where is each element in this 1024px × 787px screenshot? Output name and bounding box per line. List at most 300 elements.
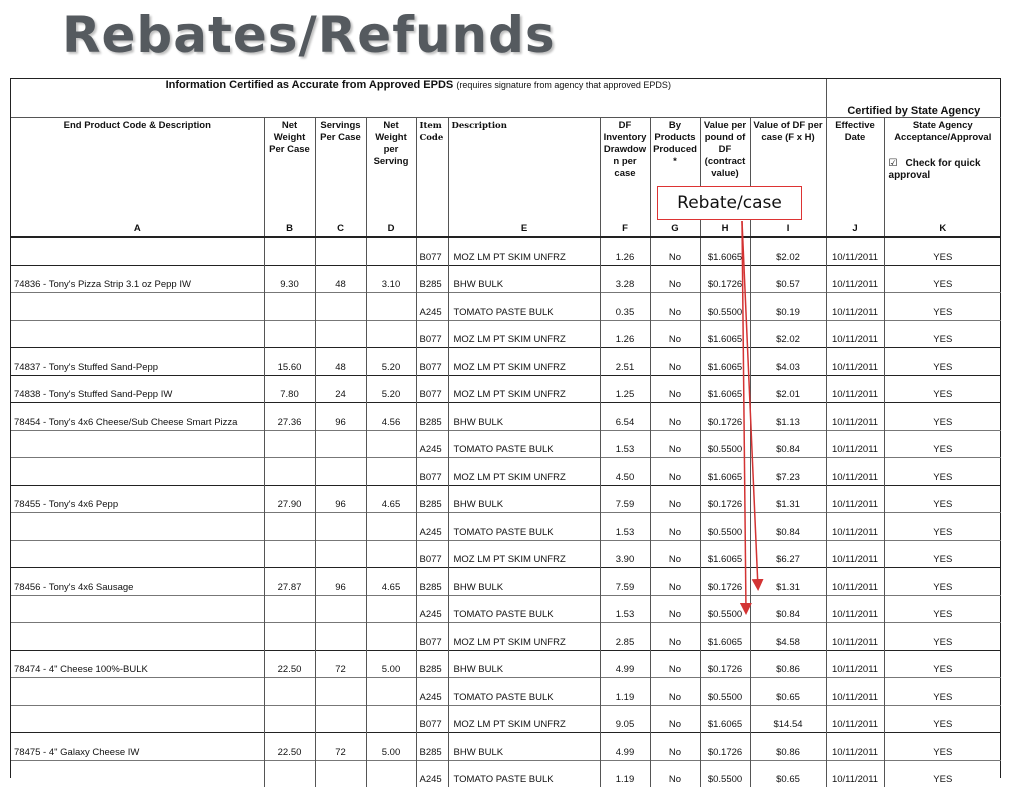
net-weight-case-cell: 27.90 xyxy=(264,485,315,513)
value-per-case-cell: $6.27 xyxy=(750,540,826,568)
item-description-cell: TOMATO PASTE BULK xyxy=(448,513,600,541)
by-products-cell: No xyxy=(650,705,700,733)
servings-case-cell xyxy=(315,540,366,568)
product-cell: 74837 - Tony's Stuffed Sand-Pepp xyxy=(11,348,264,376)
table-row xyxy=(11,265,1001,293)
value-per-pound-cell: $0.1726 xyxy=(700,485,750,513)
item-description-cell: MOZ LM PT SKIM UNFRZ xyxy=(448,375,600,403)
letter-e: E xyxy=(448,220,600,237)
item-code-cell: A245 xyxy=(416,678,448,706)
letter-h: H xyxy=(700,220,750,237)
state-approval-cell: YES xyxy=(884,293,1001,321)
header-value-per-pound: Value per pound of DF (contract value) xyxy=(700,118,750,221)
header-state-approval xyxy=(884,118,1001,221)
item-description-cell: MOZ LM PT SKIM UNFRZ xyxy=(448,348,600,376)
effective-date-cell: 10/11/2011 xyxy=(826,430,884,458)
by-products-cell: No xyxy=(650,375,700,403)
item-code-cell: B285 xyxy=(416,485,448,513)
by-products-cell: No xyxy=(650,265,700,293)
item-code-cell: B077 xyxy=(416,237,448,265)
net-weight-serving-cell: 5.20 xyxy=(366,375,416,403)
by-products-cell: No xyxy=(650,623,700,651)
table-row xyxy=(11,485,1001,513)
letter-i: I xyxy=(750,220,826,237)
servings-case-cell: 96 xyxy=(315,485,366,513)
letter-item-blank xyxy=(416,220,448,237)
item-code-cell: A245 xyxy=(416,760,448,787)
product-cell xyxy=(11,595,264,623)
item-description-cell: TOMATO PASTE BULK xyxy=(448,760,600,787)
by-products-cell: No xyxy=(650,458,700,486)
item-description-cell: MOZ LM PT SKIM UNFRZ xyxy=(448,705,600,733)
certification-note: (requires signature from agency that approved EPDS) xyxy=(456,80,671,90)
by-products-cell: No xyxy=(650,485,700,513)
value-per-pound-cell: $1.6065 xyxy=(700,623,750,651)
effective-date-cell: 10/11/2011 xyxy=(826,375,884,403)
item-description-cell: MOZ LM PT SKIM UNFRZ xyxy=(448,458,600,486)
effective-date-cell: 10/11/2011 xyxy=(826,265,884,293)
df-drawdown-cell: 1.25 xyxy=(600,375,650,403)
value-per-case-cell: $4.58 xyxy=(750,623,826,651)
item-code-cell: B077 xyxy=(416,458,448,486)
table-row xyxy=(11,458,1001,486)
effective-date-cell: 10/11/2011 xyxy=(826,595,884,623)
effective-date-cell: 10/11/2011 xyxy=(826,760,884,787)
servings-case-cell xyxy=(315,320,366,348)
state-approval-cell: YES xyxy=(884,485,1001,513)
value-per-case-cell: $0.19 xyxy=(750,293,826,321)
item-code-cell: B285 xyxy=(416,568,448,596)
net-weight-case-cell xyxy=(264,237,315,265)
servings-case-cell xyxy=(315,705,366,733)
item-description-cell: MOZ LM PT SKIM UNFRZ xyxy=(448,623,600,651)
by-products-cell: No xyxy=(650,540,700,568)
item-description-cell: TOMATO PASTE BULK xyxy=(448,430,600,458)
servings-case-cell: 96 xyxy=(315,568,366,596)
value-per-case-cell: $14.54 xyxy=(750,705,826,733)
state-approval-cell: YES xyxy=(884,733,1001,761)
letter-b: B xyxy=(264,220,315,237)
slide-title: Rebates/Refunds xyxy=(62,6,556,64)
servings-case-cell xyxy=(315,458,366,486)
state-approval-cell: YES xyxy=(884,237,1001,265)
net-weight-serving-cell xyxy=(366,237,416,265)
value-per-pound-cell: $0.1726 xyxy=(700,403,750,431)
product-cell xyxy=(11,237,264,265)
net-weight-serving-cell xyxy=(366,430,416,458)
certification-heading xyxy=(11,79,826,118)
servings-case-cell xyxy=(315,513,366,541)
net-weight-serving-cell xyxy=(366,320,416,348)
value-per-case-cell: $7.23 xyxy=(750,458,826,486)
product-cell xyxy=(11,678,264,706)
rebate-form-sheet xyxy=(10,78,1001,785)
item-description-cell: MOZ LM PT SKIM UNFRZ xyxy=(448,320,600,348)
product-cell xyxy=(11,293,264,321)
item-description-cell: TOMATO PASTE BULK xyxy=(448,678,600,706)
net-weight-case-cell xyxy=(264,678,315,706)
df-drawdown-cell: 9.05 xyxy=(600,705,650,733)
table-row xyxy=(11,678,1001,706)
state-approval-cell: YES xyxy=(884,650,1001,678)
certification-title: Information Certified as Accurate from Approved EPDS xyxy=(165,79,454,91)
net-weight-serving-cell: 5.00 xyxy=(366,650,416,678)
product-cell xyxy=(11,705,264,733)
quick-approval-row xyxy=(887,158,1000,182)
value-per-pound-cell: $0.5500 xyxy=(700,760,750,787)
net-weight-serving-cell xyxy=(366,760,416,787)
value-per-pound-cell: $0.5500 xyxy=(700,678,750,706)
net-weight-case-cell xyxy=(264,320,315,348)
net-weight-serving-cell xyxy=(366,513,416,541)
item-description-cell: BHW BULK xyxy=(448,733,600,761)
value-per-pound-cell: $1.6065 xyxy=(700,705,750,733)
value-per-case-cell: $1.13 xyxy=(750,403,826,431)
effective-date-cell: 10/11/2011 xyxy=(826,650,884,678)
net-weight-serving-cell xyxy=(366,293,416,321)
net-weight-case-cell: 27.36 xyxy=(264,403,315,431)
table-row xyxy=(11,623,1001,651)
net-weight-case-cell xyxy=(264,595,315,623)
item-code-cell: B285 xyxy=(416,403,448,431)
servings-case-cell xyxy=(315,293,366,321)
table-row xyxy=(11,375,1001,403)
quick-approval-label: Check for quick approval xyxy=(888,158,981,181)
header-description: Description xyxy=(448,118,600,221)
value-per-case-cell: $4.03 xyxy=(750,348,826,376)
value-per-case-cell: $1.31 xyxy=(750,485,826,513)
df-drawdown-cell: 4.50 xyxy=(600,458,650,486)
value-per-pound-cell: $0.1726 xyxy=(700,733,750,761)
by-products-cell: No xyxy=(650,293,700,321)
item-description-cell: TOMATO PASTE BULK xyxy=(448,293,600,321)
rebate-table xyxy=(11,79,1001,787)
state-approval-cell: YES xyxy=(884,595,1001,623)
table-row xyxy=(11,513,1001,541)
net-weight-case-cell xyxy=(264,430,315,458)
effective-date-cell: 10/11/2011 xyxy=(826,705,884,733)
value-per-case-cell: $0.84 xyxy=(750,513,826,541)
by-products-cell: No xyxy=(650,513,700,541)
rebate-callout: Rebate/case xyxy=(657,186,802,220)
effective-date-cell: 10/11/2011 xyxy=(826,733,884,761)
df-drawdown-cell: 1.19 xyxy=(600,678,650,706)
state-approval-cell: YES xyxy=(884,705,1001,733)
item-description-cell: MOZ LM PT SKIM UNFRZ xyxy=(448,237,600,265)
item-code-cell: A245 xyxy=(416,595,448,623)
item-code-cell: B285 xyxy=(416,650,448,678)
net-weight-case-cell: 7.80 xyxy=(264,375,315,403)
value-per-case-cell: $0.84 xyxy=(750,430,826,458)
header-net-weight-case: Net Weight Per Case xyxy=(264,118,315,221)
column-header-row xyxy=(11,118,1001,221)
effective-date-cell: 10/11/2011 xyxy=(826,623,884,651)
value-per-case-cell: $1.31 xyxy=(750,568,826,596)
by-products-cell: No xyxy=(650,760,700,787)
item-code-cell: B077 xyxy=(416,623,448,651)
df-drawdown-cell: 1.53 xyxy=(600,430,650,458)
letter-d: D xyxy=(366,220,416,237)
item-code-cell: B077 xyxy=(416,348,448,376)
net-weight-serving-cell: 5.20 xyxy=(366,348,416,376)
by-products-cell: No xyxy=(650,348,700,376)
item-code-cell: B285 xyxy=(416,265,448,293)
value-per-case-cell: $0.86 xyxy=(750,733,826,761)
servings-case-cell xyxy=(315,678,366,706)
net-weight-case-cell xyxy=(264,705,315,733)
df-drawdown-cell: 1.26 xyxy=(600,237,650,265)
net-weight-case-cell xyxy=(264,760,315,787)
letter-a: A xyxy=(11,220,264,237)
table-row xyxy=(11,568,1001,596)
table-row xyxy=(11,733,1001,761)
table-row xyxy=(11,760,1001,787)
state-approval-cell: YES xyxy=(884,760,1001,787)
product-cell: 78474 - 4" Cheese 100%-BULK xyxy=(11,650,264,678)
net-weight-serving-cell: 4.56 xyxy=(366,403,416,431)
df-drawdown-cell: 1.19 xyxy=(600,760,650,787)
value-per-case-cell: $0.65 xyxy=(750,678,826,706)
servings-case-cell xyxy=(315,760,366,787)
effective-date-cell: 10/11/2011 xyxy=(826,485,884,513)
net-weight-serving-cell xyxy=(366,540,416,568)
table-row xyxy=(11,705,1001,733)
state-approval-cell: YES xyxy=(884,430,1001,458)
net-weight-case-cell: 27.87 xyxy=(264,568,315,596)
by-products-cell: No xyxy=(650,430,700,458)
df-drawdown-cell: 7.59 xyxy=(600,485,650,513)
effective-date-cell: 10/11/2011 xyxy=(826,348,884,376)
letter-f: F xyxy=(600,220,650,237)
letter-k: K xyxy=(884,220,1001,237)
effective-date-cell: 10/11/2011 xyxy=(826,568,884,596)
certification-row xyxy=(11,79,1001,118)
table-row xyxy=(11,293,1001,321)
df-drawdown-cell: 1.53 xyxy=(600,595,650,623)
value-per-case-cell: $2.01 xyxy=(750,375,826,403)
net-weight-serving-cell xyxy=(366,595,416,623)
net-weight-serving-cell xyxy=(366,623,416,651)
table-row xyxy=(11,650,1001,678)
value-per-case-cell: $2.02 xyxy=(750,320,826,348)
effective-date-cell: 10/11/2011 xyxy=(826,237,884,265)
net-weight-serving-cell: 4.65 xyxy=(366,568,416,596)
net-weight-case-cell xyxy=(264,540,315,568)
effective-date-cell: 10/11/2011 xyxy=(826,540,884,568)
by-products-cell: No xyxy=(650,733,700,761)
net-weight-serving-cell: 4.65 xyxy=(366,485,416,513)
state-approval-label: State Agency Acceptance/Approval xyxy=(894,120,992,143)
letter-c: C xyxy=(315,220,366,237)
servings-case-cell xyxy=(315,430,366,458)
state-approval-cell: YES xyxy=(884,568,1001,596)
letter-g: G xyxy=(650,220,700,237)
value-per-pound-cell: $1.6065 xyxy=(700,320,750,348)
servings-case-cell: 24 xyxy=(315,375,366,403)
state-approval-cell: YES xyxy=(884,403,1001,431)
table-row xyxy=(11,430,1001,458)
item-code-cell: B285 xyxy=(416,733,448,761)
servings-case-cell: 96 xyxy=(315,403,366,431)
df-drawdown-cell: 3.90 xyxy=(600,540,650,568)
value-per-pound-cell: $0.5500 xyxy=(700,595,750,623)
state-approval-cell: YES xyxy=(884,320,1001,348)
header-value-per-case: Value of DF per case (F x H) xyxy=(750,118,826,221)
product-cell: 78456 - Tony's 4x6 Sausage xyxy=(11,568,264,596)
header-effective-date: Effective Date xyxy=(826,118,884,221)
product-cell: 74836 - Tony's Pizza Strip 3.1 oz Pepp IW xyxy=(11,265,264,293)
table-row xyxy=(11,595,1001,623)
item-description-cell: MOZ LM PT SKIM UNFRZ xyxy=(448,540,600,568)
by-products-cell: No xyxy=(650,595,700,623)
value-per-pound-cell: $0.5500 xyxy=(700,513,750,541)
net-weight-serving-cell: 3.10 xyxy=(366,265,416,293)
state-approval-cell: YES xyxy=(884,348,1001,376)
net-weight-case-cell: 9.30 xyxy=(264,265,315,293)
state-certification-title: Certified by State Agency xyxy=(826,79,1001,118)
table-row xyxy=(11,540,1001,568)
item-description-cell: TOMATO PASTE BULK xyxy=(448,595,600,623)
effective-date-cell: 10/11/2011 xyxy=(826,293,884,321)
table-row xyxy=(11,348,1001,376)
product-cell xyxy=(11,513,264,541)
item-description-cell: BHW BULK xyxy=(448,485,600,513)
item-code-cell: B077 xyxy=(416,375,448,403)
table-row xyxy=(11,237,1001,265)
state-approval-cell: YES xyxy=(884,265,1001,293)
effective-date-cell: 10/11/2011 xyxy=(826,320,884,348)
value-per-pound-cell: $0.1726 xyxy=(700,265,750,293)
item-code-cell: A245 xyxy=(416,430,448,458)
net-weight-case-cell xyxy=(264,458,315,486)
header-item-code: Item Code xyxy=(416,118,448,221)
column-letter-row xyxy=(11,220,1001,237)
effective-date-cell: 10/11/2011 xyxy=(826,513,884,541)
by-products-cell: No xyxy=(650,403,700,431)
value-per-pound-cell: $1.6065 xyxy=(700,375,750,403)
product-cell: 78455 - Tony's 4x6 Pepp xyxy=(11,485,264,513)
product-cell xyxy=(11,458,264,486)
data-rows xyxy=(11,237,1001,787)
item-description-cell: BHW BULK xyxy=(448,650,600,678)
net-weight-case-cell: 22.50 xyxy=(264,650,315,678)
net-weight-serving-cell xyxy=(366,705,416,733)
by-products-cell: No xyxy=(650,237,700,265)
product-cell xyxy=(11,320,264,348)
value-per-case-cell: $2.02 xyxy=(750,237,826,265)
net-weight-case-cell: 22.50 xyxy=(264,733,315,761)
header-net-weight-serving: Net Weight per Serving xyxy=(366,118,416,221)
item-code-cell: B077 xyxy=(416,320,448,348)
item-description-cell: BHW BULK xyxy=(448,265,600,293)
table-row xyxy=(11,403,1001,431)
item-code-cell: A245 xyxy=(416,513,448,541)
df-drawdown-cell: 3.28 xyxy=(600,265,650,293)
product-cell xyxy=(11,540,264,568)
value-per-pound-cell: $1.6065 xyxy=(700,540,750,568)
servings-case-cell: 48 xyxy=(315,265,366,293)
value-per-pound-cell: $0.1726 xyxy=(700,568,750,596)
product-cell: 78454 - Tony's 4x6 Cheese/Sub Cheese Smart Pizza xyxy=(11,403,264,431)
value-per-case-cell: $0.86 xyxy=(750,650,826,678)
net-weight-case-cell xyxy=(264,293,315,321)
by-products-cell: No xyxy=(650,678,700,706)
effective-date-cell: 10/11/2011 xyxy=(826,458,884,486)
by-products-cell: No xyxy=(650,568,700,596)
df-drawdown-cell: 6.54 xyxy=(600,403,650,431)
df-drawdown-cell: 4.99 xyxy=(600,650,650,678)
item-code-cell: A245 xyxy=(416,293,448,321)
df-drawdown-cell: 0.35 xyxy=(600,293,650,321)
header-by-products: By Products Produced * xyxy=(650,118,700,221)
product-cell: 74838 - Tony's Stuffed Sand-Pepp IW xyxy=(11,375,264,403)
item-code-cell: B077 xyxy=(416,705,448,733)
letter-j: J xyxy=(826,220,884,237)
df-drawdown-cell: 4.99 xyxy=(600,733,650,761)
state-approval-cell: YES xyxy=(884,375,1001,403)
value-per-case-cell: $0.65 xyxy=(750,760,826,787)
by-products-cell: No xyxy=(650,320,700,348)
header-end-product: End Product Code & Description xyxy=(11,118,264,221)
value-per-pound-cell: $1.6065 xyxy=(700,237,750,265)
header-df-drawdown: DF Inventory Drawdow n per case xyxy=(600,118,650,221)
state-approval-cell: YES xyxy=(884,540,1001,568)
item-code-cell: B077 xyxy=(416,540,448,568)
value-per-pound-cell: $1.6065 xyxy=(700,348,750,376)
value-per-case-cell: $0.57 xyxy=(750,265,826,293)
table-row xyxy=(11,320,1001,348)
servings-case-cell xyxy=(315,237,366,265)
effective-date-cell: 10/11/2011 xyxy=(826,403,884,431)
header-servings-case: Servings Per Case xyxy=(315,118,366,221)
product-cell xyxy=(11,623,264,651)
value-per-case-cell: $0.84 xyxy=(750,595,826,623)
product-cell xyxy=(11,430,264,458)
net-weight-case-cell xyxy=(264,513,315,541)
servings-case-cell xyxy=(315,595,366,623)
df-drawdown-cell: 7.59 xyxy=(600,568,650,596)
value-per-pound-cell: $0.5500 xyxy=(700,430,750,458)
value-per-pound-cell: $0.5500 xyxy=(700,293,750,321)
df-drawdown-cell: 2.51 xyxy=(600,348,650,376)
state-approval-cell: YES xyxy=(884,458,1001,486)
product-cell xyxy=(11,760,264,787)
net-weight-serving-cell: 5.00 xyxy=(366,733,416,761)
item-description-cell: BHW BULK xyxy=(448,568,600,596)
state-approval-cell: YES xyxy=(884,513,1001,541)
net-weight-case-cell xyxy=(264,623,315,651)
servings-case-cell: 72 xyxy=(315,650,366,678)
servings-case-cell: 48 xyxy=(315,348,366,376)
net-weight-serving-cell xyxy=(366,458,416,486)
net-weight-case-cell: 15.60 xyxy=(264,348,315,376)
item-description-cell: BHW BULK xyxy=(448,403,600,431)
value-per-pound-cell: $1.6065 xyxy=(700,458,750,486)
effective-date-cell: 10/11/2011 xyxy=(826,678,884,706)
df-drawdown-cell: 2.85 xyxy=(600,623,650,651)
product-cell: 78475 - 4" Galaxy Cheese IW xyxy=(11,733,264,761)
quick-approval-checkbox-icon[interactable]: ☑ xyxy=(888,158,898,169)
net-weight-serving-cell xyxy=(366,678,416,706)
servings-case-cell: 72 xyxy=(315,733,366,761)
df-drawdown-cell: 1.53 xyxy=(600,513,650,541)
servings-case-cell xyxy=(315,623,366,651)
value-per-pound-cell: $0.1726 xyxy=(700,650,750,678)
df-drawdown-cell: 1.26 xyxy=(600,320,650,348)
by-products-cell: No xyxy=(650,650,700,678)
state-approval-cell: YES xyxy=(884,623,1001,651)
state-approval-cell: YES xyxy=(884,678,1001,706)
